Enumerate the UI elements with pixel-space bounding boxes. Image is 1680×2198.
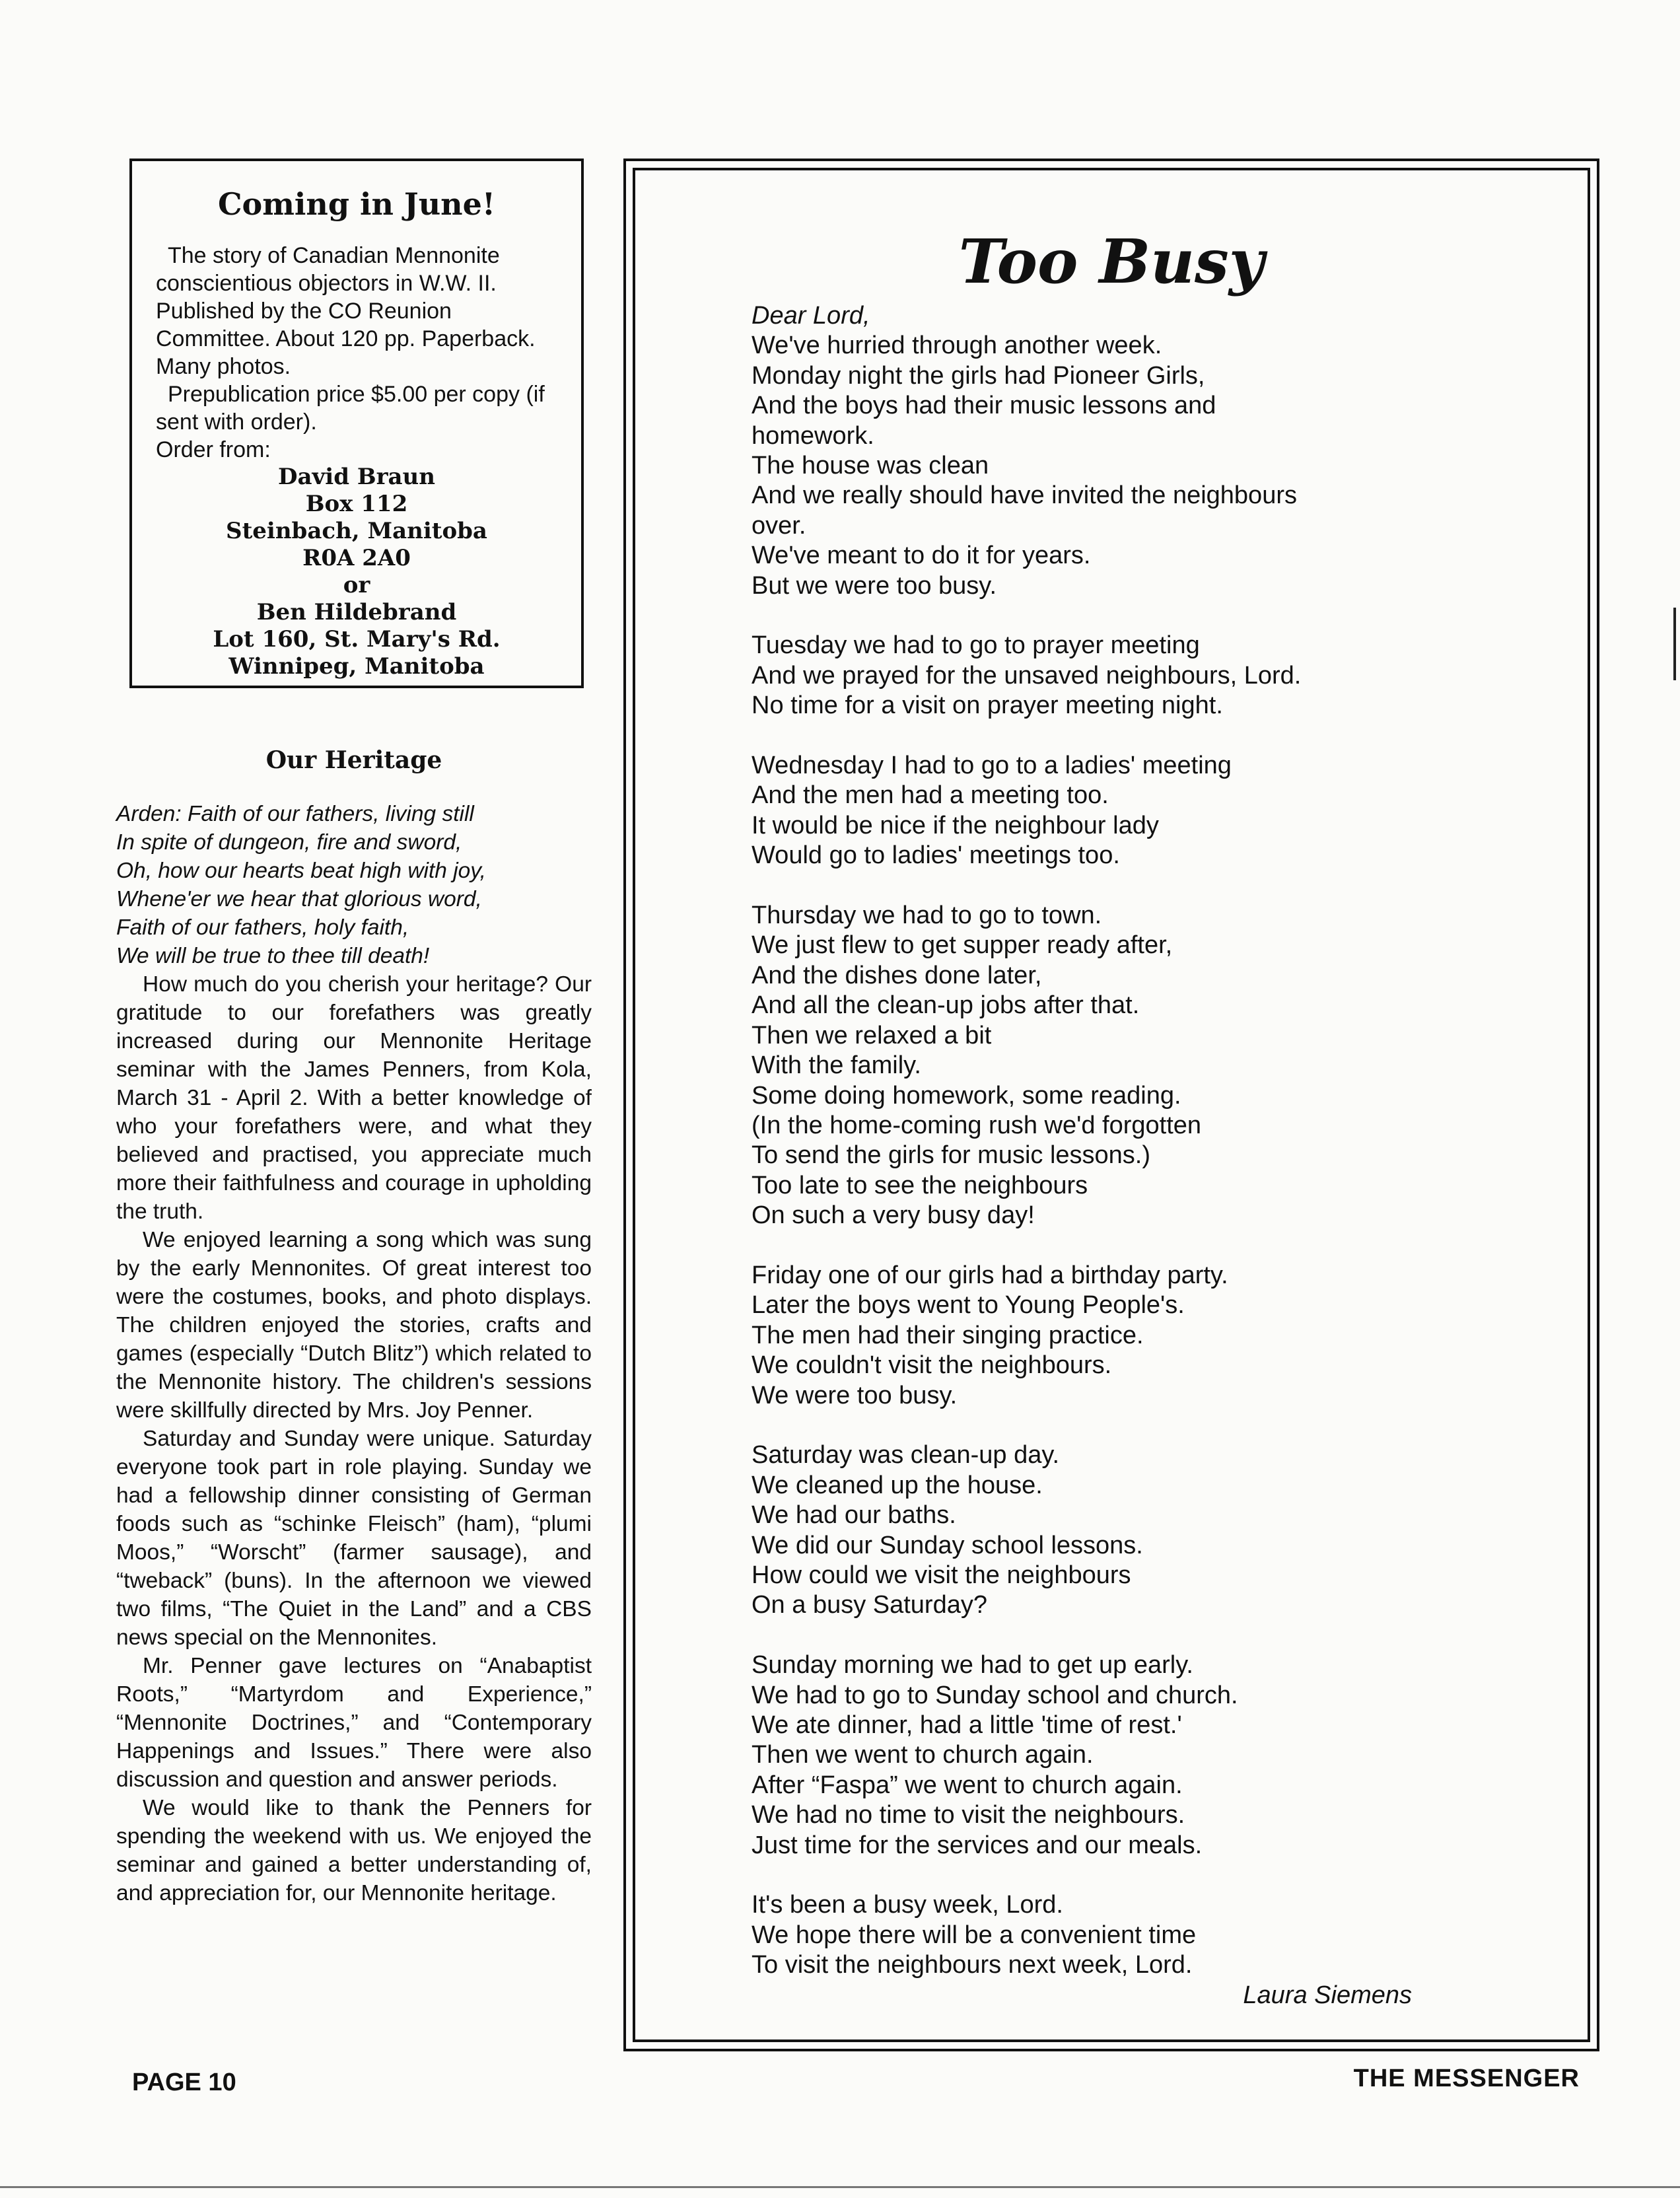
stanza-break [752, 1411, 1412, 1440]
poem-line: The house was clean [752, 452, 989, 480]
poem-line: Then we went to church again. [752, 1741, 1094, 1769]
poem-line: And the dishes done later, [752, 961, 1042, 989]
poem-line: And the men had a meeting too. [752, 781, 1109, 810]
address-line: R0A 2A0 [302, 545, 411, 571]
poem-line: And we prayed for the unsaved neighbours, Lord. [752, 661, 1302, 690]
poem-line: It would be nice if the neighbour lady [752, 811, 1159, 839]
stanza-break [752, 601, 1412, 631]
hymn-line: Faith of our fathers, holy faith, [116, 915, 409, 940]
scan-edge-line [0, 2186, 1680, 2188]
heritage-paragraph: We enjoyed learning a song which was sung by the early Mennonites. Of great interest too were the costumes, books, and photo displays. The children enjoyed the stories, crafts and games (especially “Dutch Blitz”) which related to the Mennonite history. The children's sessions were skillfully directed by Mrs. Joy Penner. [116, 1228, 592, 1423]
poem-line: We hope there will be a convenient time [752, 1921, 1197, 1949]
poem-line: We had our baths. [752, 1501, 956, 1530]
announcement-body [156, 242, 557, 464]
poem-title: Too Busy [958, 226, 1265, 297]
poem-line: With the family. [752, 1051, 921, 1080]
hymn-line: Arden: Faith of our fathers, living still [116, 802, 474, 826]
stanza-break [752, 721, 1412, 751]
address-line: or [343, 572, 370, 598]
poem-line: We had no time to visit the neighbours. [752, 1801, 1185, 1829]
heritage-paragraph: We would like to thank the Penners for spending the weekend with us. We enjoyed the seminar and gained a better understanding of, and appreciation for, our Mennonite heritage. [116, 1796, 592, 1905]
hymn-line: In spite of dungeon, fire and sword, [116, 830, 462, 855]
heritage-title: Our Heritage [265, 746, 442, 774]
heritage-paragraph: Saturday and Sunday were unique. Saturday everyone took part in role playing. Sunday we had a fellowship dinner consisting of German foods such as “schinke Fleisch” (ham), “plumi Moos,” “Worscht” (farmer sausage), and “tweback” (buns). In the afternoon we viewed two films, “The Quiet in the Land” and a CBS news special on the Mennonites. [116, 1427, 592, 1650]
poem-line: over. [752, 511, 806, 540]
order-addresses [156, 464, 557, 680]
poem-line: No time for a visit on prayer meeting night. [752, 691, 1223, 720]
poem-line: Monday night the girls had Pioneer Girls, [752, 361, 1205, 390]
address-line: Steinbach, Manitoba [226, 518, 487, 544]
poem-line: We were too busy. [752, 1381, 958, 1409]
stanza-break [752, 1861, 1412, 1890]
poem-body [752, 301, 1412, 2010]
order-from-label: Order from: [156, 437, 271, 462]
poem-line: homework. [752, 421, 874, 450]
hymn-line: We will be true to thee till death! [116, 944, 430, 968]
poem-frame [623, 159, 1599, 2051]
poem-line: We ate dinner, had a little 'time of rest.' [752, 1711, 1182, 1739]
poem-line: Too late to see the neighbours [752, 1171, 1088, 1199]
poem-line: How could we visit the neighbours [752, 1561, 1131, 1589]
poem-line: Sunday morning we had to get up early. [752, 1651, 1193, 1680]
poem-salutation: Dear Lord, [752, 302, 870, 330]
hymn-line: Oh, how our hearts beat high with joy, [116, 859, 486, 883]
poem-line: To visit the neighbours next week, Lord. [752, 1951, 1193, 1979]
poem-line: On such a very busy day! [752, 1201, 1035, 1230]
stanza-break [752, 1621, 1412, 1650]
poem-line: We did our Sunday school lessons. [752, 1531, 1143, 1559]
address-line: Winnipeg, Manitoba [228, 653, 485, 680]
heritage-article [116, 746, 592, 1907]
poem-inner-border [633, 168, 1590, 2042]
announcement-paragraph: The story of Canadian Mennonite conscientious objectors in W.W. II. Published by the CO Reunion Committee. About 120 pp. Paperback. Many photos. [156, 243, 536, 379]
poem-line: Saturday was clean-up day. [752, 1441, 1060, 1470]
announcement-title: Coming in June! [217, 186, 496, 222]
poem-line: We've hurried through another week. [752, 332, 1162, 360]
poem-line: It's been a busy week, Lord. [752, 1891, 1063, 1919]
page-number: PAGE 10 [132, 2069, 236, 2096]
poem-line: Later the boys went to Young People's. [752, 1291, 1185, 1320]
poem-line: The men had their singing practice. [752, 1321, 1144, 1349]
poem-line: And we really should have invited the neighbours [752, 481, 1297, 510]
heritage-paragraph: How much do you cherish your heritage? Our gratitude to our forefathers was greatly increased during our Mennonite Heritage seminar with the James Penners, from Kola, March 31 - April 2. With a better knowledge of who your forefathers were, and what they believed and practised, you appreciate much more their faithfulness and courage in upholding the truth. [116, 972, 592, 1224]
hymn-line: Whene'er we hear that glorious word, [116, 887, 482, 911]
poem-line: (In the home-coming rush we'd forgotten [752, 1111, 1202, 1139]
announcement-box [129, 159, 584, 688]
stanza-break [752, 1231, 1412, 1261]
poem-line: To send the girls for music lessons.) [752, 1141, 1151, 1170]
poem-line: Tuesday we had to go to prayer meeting [752, 631, 1200, 660]
address-line: Lot 160, St. Mary's Rd. [213, 626, 501, 653]
heritage-paragraph: Mr. Penner gave lectures on “Anabaptist Roots,” “Martyrdom and Experience,” “Mennonite Doctrines,” and “Contemporary Happenings and Issues.” There were also discussion and question and answer periods. [116, 1654, 592, 1792]
poem-lines [752, 331, 1412, 1980]
poem-line: And all the clean-up jobs after that. [752, 991, 1140, 1020]
publication-name: THE MESSENGER [1353, 2065, 1580, 2092]
poem-line: And the boys had their music lessons and [752, 392, 1216, 420]
address-line: Box 112 [305, 491, 408, 517]
poem-line: On a busy Saturday? [752, 1591, 987, 1619]
announcement-paragraph: Prepublication price $5.00 per copy (if sent with order). [156, 382, 545, 435]
poem-line: Friday one of our girls had a birthday party. [752, 1261, 1228, 1289]
poem-line: Would go to ladies' meetings too. [752, 841, 1120, 870]
poem-line: We had to go to Sunday school and church. [752, 1681, 1238, 1709]
stanza-break [752, 871, 1412, 901]
poem-line: We couldn't visit the neighbours. [752, 1351, 1112, 1380]
poem-author: Laura Siemens [1243, 1981, 1412, 2009]
poem-line: Wednesday I had to go to a ladies' meeting [752, 752, 1232, 780]
poem-line: But we were too busy. [752, 571, 997, 600]
poem-line: Just time for the services and our meals. [752, 1831, 1203, 1859]
poem-line: We've meant to do it for years. [752, 542, 1091, 570]
address-line: David Braun [278, 464, 435, 490]
poem-line: Then we relaxed a bit [752, 1021, 992, 1049]
heritage-hymn [116, 800, 592, 970]
scan-edge-mark [1673, 608, 1676, 680]
poem-line: Thursday we had to go to town. [752, 902, 1102, 930]
poem-line: We cleaned up the house. [752, 1471, 1043, 1499]
poem-line: Some doing homework, some reading. [752, 1081, 1181, 1110]
poem-line: We just flew to get supper ready after, [752, 931, 1173, 960]
address-line: Ben Hildebrand [256, 599, 457, 625]
poem-line: After “Faspa” we went to church again. [752, 1771, 1183, 1799]
